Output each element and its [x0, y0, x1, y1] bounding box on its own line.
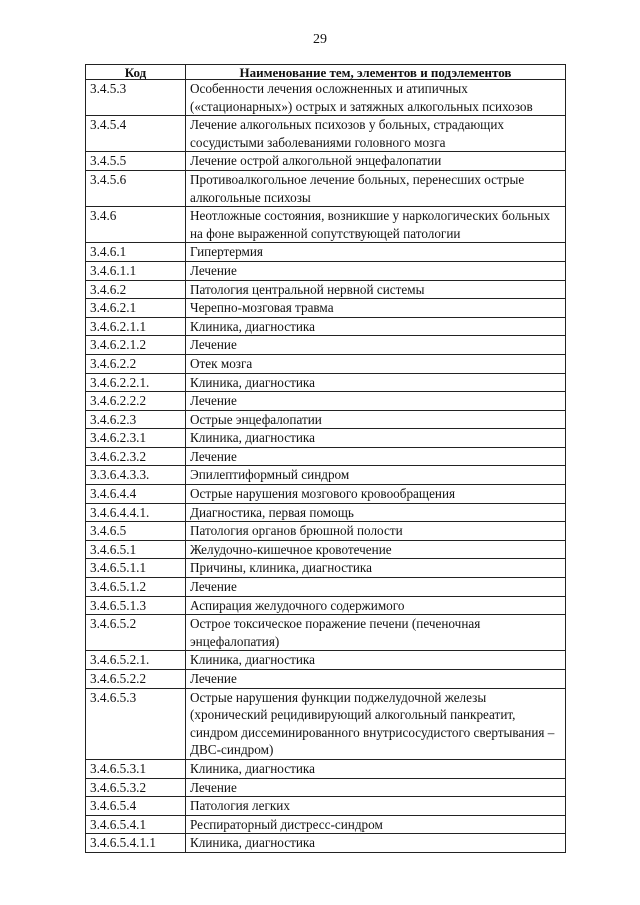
- table-row: [86, 152, 566, 171]
- table-row: [86, 243, 566, 262]
- row-code: 3.4.6: [86, 207, 186, 243]
- header-code: Код: [86, 65, 186, 80]
- row-name: Клиника, диагностика: [186, 373, 566, 392]
- table-row: [86, 578, 566, 597]
- row-code: 3.4.6.2.2.1.: [86, 373, 186, 392]
- row-code: 3.4.6.5.2: [86, 615, 186, 651]
- table-row: [86, 116, 566, 152]
- table-row: [86, 815, 566, 834]
- row-code: 3.4.6.5.3: [86, 688, 186, 759]
- table-row: [86, 466, 566, 485]
- row-code: 3.4.6.2.3: [86, 410, 186, 429]
- table-row: [86, 280, 566, 299]
- row-name: Диагностика, первая помощь: [186, 503, 566, 522]
- table-row: [86, 317, 566, 336]
- row-code: 3.4.6.5.4: [86, 797, 186, 816]
- row-code: 3.4.6.2.3.2: [86, 447, 186, 466]
- row-name: Лечение: [186, 578, 566, 597]
- table-row: [86, 261, 566, 280]
- row-name: Лечение: [186, 392, 566, 411]
- row-name: Отек мозга: [186, 354, 566, 373]
- row-name: Противоалкогольное лечение больных, перенесших острые алкогольные психозы: [186, 170, 566, 206]
- row-code: 3.4.6.5.1.2: [86, 578, 186, 597]
- table-row: [86, 651, 566, 670]
- row-name: Патология органов брюшной полости: [186, 522, 566, 541]
- table-row: [86, 207, 566, 243]
- table-row: [86, 559, 566, 578]
- table-row: [86, 834, 566, 853]
- header-name: Наименование тем, элементов и подэлементов: [186, 65, 566, 80]
- row-name: Особенности лечения осложненных и атипичных («стационарных») острых и затяжных алкогольных психозов: [186, 80, 566, 116]
- row-name: Острое токсическое поражение печени (печеночная энцефалопатия): [186, 615, 566, 651]
- row-name: Острые нарушения мозгового кровообращения: [186, 485, 566, 504]
- table-row: [86, 778, 566, 797]
- row-code: 3.4.6.5.1.1: [86, 559, 186, 578]
- row-code: 3.4.5.3: [86, 80, 186, 116]
- table-row: [86, 336, 566, 355]
- row-code: 3.4.6.5.1.3: [86, 596, 186, 615]
- row-name: Острые энцефалопатии: [186, 410, 566, 429]
- row-code: 3.4.6.2.3.1: [86, 429, 186, 448]
- row-code: 3.4.6.5.4.1.1: [86, 834, 186, 853]
- row-name: Клиника, диагностика: [186, 834, 566, 853]
- row-code: 3.4.6.2.1: [86, 299, 186, 318]
- row-code: 3.4.6.4.4.1.: [86, 503, 186, 522]
- row-name: Лечение: [186, 336, 566, 355]
- row-name: Причины, клиника, диагностика: [186, 559, 566, 578]
- table-row: [86, 170, 566, 206]
- table-row: [86, 80, 566, 116]
- table-row: [86, 392, 566, 411]
- row-code: 3.4.6.2.1.1: [86, 317, 186, 336]
- table-row: [86, 540, 566, 559]
- table-row: [86, 354, 566, 373]
- row-code: 3.4.6.4.4: [86, 485, 186, 504]
- row-name: Лечение: [186, 778, 566, 797]
- table-header-row: [86, 65, 566, 80]
- row-name: Аспирация желудочного содержимого: [186, 596, 566, 615]
- row-name: Клиника, диагностика: [186, 759, 566, 778]
- row-code: 3.4.5.4: [86, 116, 186, 152]
- row-code: 3.4.5.5: [86, 152, 186, 171]
- row-code: 3.4.6.5.3.2: [86, 778, 186, 797]
- table-row: [86, 615, 566, 651]
- table-row: [86, 688, 566, 759]
- row-name: Гипертермия: [186, 243, 566, 262]
- table-row: [86, 522, 566, 541]
- table-row: [86, 485, 566, 504]
- row-name: Респираторный дистресс-синдром: [186, 815, 566, 834]
- row-name: Черепно-мозговая травма: [186, 299, 566, 318]
- row-code: 3.3.6.4.3.3.: [86, 466, 186, 485]
- table-row: [86, 299, 566, 318]
- row-name: Лечение: [186, 670, 566, 689]
- row-name: Клиника, диагностика: [186, 651, 566, 670]
- table-row: [86, 447, 566, 466]
- row-name: Клиника, диагностика: [186, 429, 566, 448]
- row-name: Лечение острой алкогольной энцефалопатии: [186, 152, 566, 171]
- table-row: [86, 429, 566, 448]
- row-name: Эпилептиформный синдром: [186, 466, 566, 485]
- row-name: Неотложные состояния, возникшие у наркологических больных на фоне выраженной сопутствующей патологии: [186, 207, 566, 243]
- table-body: [86, 80, 566, 853]
- row-code: 3.4.6.2.2.2: [86, 392, 186, 411]
- row-code: 3.4.6.2.2: [86, 354, 186, 373]
- row-name: Лечение алкогольных психозов у больных, страдающих сосудистыми заболеваниями головного мозга: [186, 116, 566, 152]
- row-code: 3.4.6.5.4.1: [86, 815, 186, 834]
- table-row: [86, 503, 566, 522]
- row-name: Патология легких: [186, 797, 566, 816]
- row-name: Желудочно-кишечное кровотечение: [186, 540, 566, 559]
- table-row: [86, 759, 566, 778]
- row-code: 3.4.6.5: [86, 522, 186, 541]
- row-code: 3.4.6.1.1: [86, 261, 186, 280]
- page-number: 29: [313, 32, 327, 47]
- row-name: Лечение: [186, 447, 566, 466]
- row-name: Острые нарушения функции поджелудочной железы (хронический рецидивирующий алкогольный панкреатит, синдром диссеминированного внутрисосудистого свертывания – ДВС-синдром): [186, 688, 566, 759]
- row-code: 3.4.5.6: [86, 170, 186, 206]
- row-code: 3.4.6.5.1: [86, 540, 186, 559]
- row-code: 3.4.6.2: [86, 280, 186, 299]
- table-row: [86, 373, 566, 392]
- row-code: 3.4.6.5.3.1: [86, 759, 186, 778]
- row-code: 3.4.6.2.1.2: [86, 336, 186, 355]
- table-row: [86, 410, 566, 429]
- row-name: Лечение: [186, 261, 566, 280]
- row-code: 3.4.6.5.2.1.: [86, 651, 186, 670]
- topics-table: [85, 64, 566, 853]
- row-code: 3.4.6.5.2.2: [86, 670, 186, 689]
- table-row: [86, 670, 566, 689]
- row-code: 3.4.6.1: [86, 243, 186, 262]
- row-name: Патология центральной нервной системы: [186, 280, 566, 299]
- table-row: [86, 797, 566, 816]
- table-row: [86, 596, 566, 615]
- row-name: Клиника, диагностика: [186, 317, 566, 336]
